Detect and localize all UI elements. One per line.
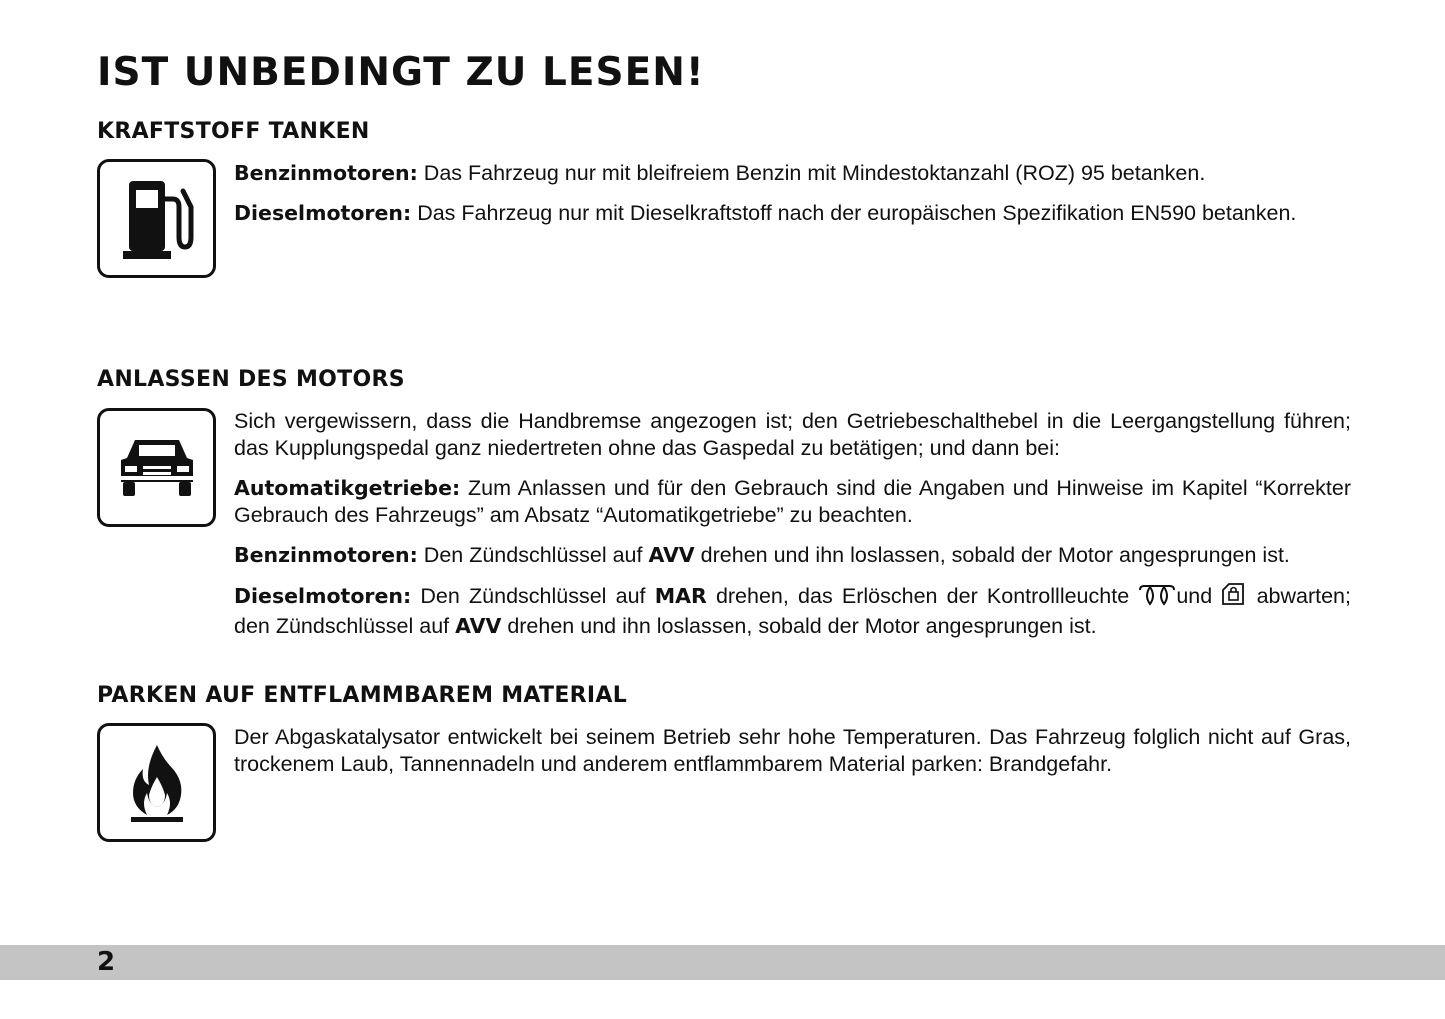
start-diesel-paragraph [234, 582, 1351, 640]
flame-icon [97, 723, 216, 842]
start-diesel-label: Dieselmotoren: [234, 584, 412, 608]
fuel-pump-icon [97, 159, 216, 278]
fuel-diesel-paragraph [234, 200, 1351, 227]
start-automatic-label: Automatikgetriebe: [234, 476, 461, 500]
start-diesel-text-d: abwarten; den Zündschlüssel auf [234, 584, 1351, 638]
start-petrol-text-a: Den Zündschlüssel auf [417, 543, 649, 567]
start-petrol-paragraph [234, 542, 1351, 569]
fuel-text-block [234, 160, 1351, 240]
page-title: IST UNBEDINGT ZU LESEN! [97, 50, 705, 95]
footer-bar [0, 945, 1445, 980]
section-heading-parking: PARKEN AUF ENTFLAMMBAREM MATERIAL [97, 683, 628, 708]
start-diesel-text-c: und [1176, 584, 1222, 608]
parking-text-block [234, 724, 1351, 791]
start-intro-paragraph: Sich vergewissern, dass die Handbremse angezogen ist; den Getriebeschalthebel in die Leergangstellung führen; das Kupplungspedal ganz niedertreten ohne das Gaspedal zu betätigen; und dann bei: [234, 409, 1351, 460]
parking-paragraph: Der Abgaskatalysator entwickelt bei seinem Betrieb sehr hohe Temperaturen. Das Fahrzeug folglich nicht auf Gras, trockenem Laub, Tannennadeln und anderem entflammbarem Material parken: Brandgefahr. [234, 725, 1351, 776]
page-number: 2 [97, 947, 116, 977]
section-heading-start: ANLASSEN DES MOTORS [97, 367, 405, 392]
section-heading-fuel: KRAFTSTOFF TANKEN [97, 119, 370, 144]
start-automatic-paragraph [234, 475, 1351, 529]
start-diesel-key-position-mar: MAR [654, 584, 707, 608]
start-diesel-text-a: Den Zündschlüssel auf [411, 584, 655, 608]
fuel-diesel-label: Dieselmotoren: [234, 201, 412, 225]
start-diesel-text-e: drehen und ihn loslassen, sobald der Motor angesprungen ist. [501, 614, 1097, 638]
start-petrol-text-b: drehen und ihn loslassen, sobald der Motor angesprungen ist. [694, 543, 1290, 567]
fuel-petrol-label: Benzinmotoren: [234, 161, 418, 185]
fuel-petrol-paragraph [234, 160, 1351, 187]
car-front-icon [97, 408, 216, 527]
engine-immobilizer-icon [1221, 582, 1247, 613]
fuel-diesel-text: Das Fahrzeug nur mit Dieselkraftstoff nach der europäischen Spezifikation EN590 betanken. [411, 201, 1297, 225]
start-automatic-text: Zum Anlassen und für den Gebrauch sind die Angaben und Hinweise im Kapitel “Korrekter Gebrauch des Fahrzeugs” am Absatz “Automatikgetriebe” zu beachten. [234, 476, 1351, 527]
glow-plug-icon [1138, 584, 1176, 613]
start-diesel-text-b: drehen, das Erlöschen der Kontrollleuchte [706, 584, 1139, 608]
start-petrol-key-position: AVV [648, 543, 695, 567]
start-text-block [234, 408, 1351, 653]
start-diesel-key-position-avv: AVV [455, 614, 502, 638]
start-petrol-label: Benzinmotoren: [234, 543, 418, 567]
fuel-petrol-text: Das Fahrzeug nur mit bleifreiem Benzin mit Mindestoktanzahl (ROZ) 95 betanken. [417, 161, 1206, 185]
